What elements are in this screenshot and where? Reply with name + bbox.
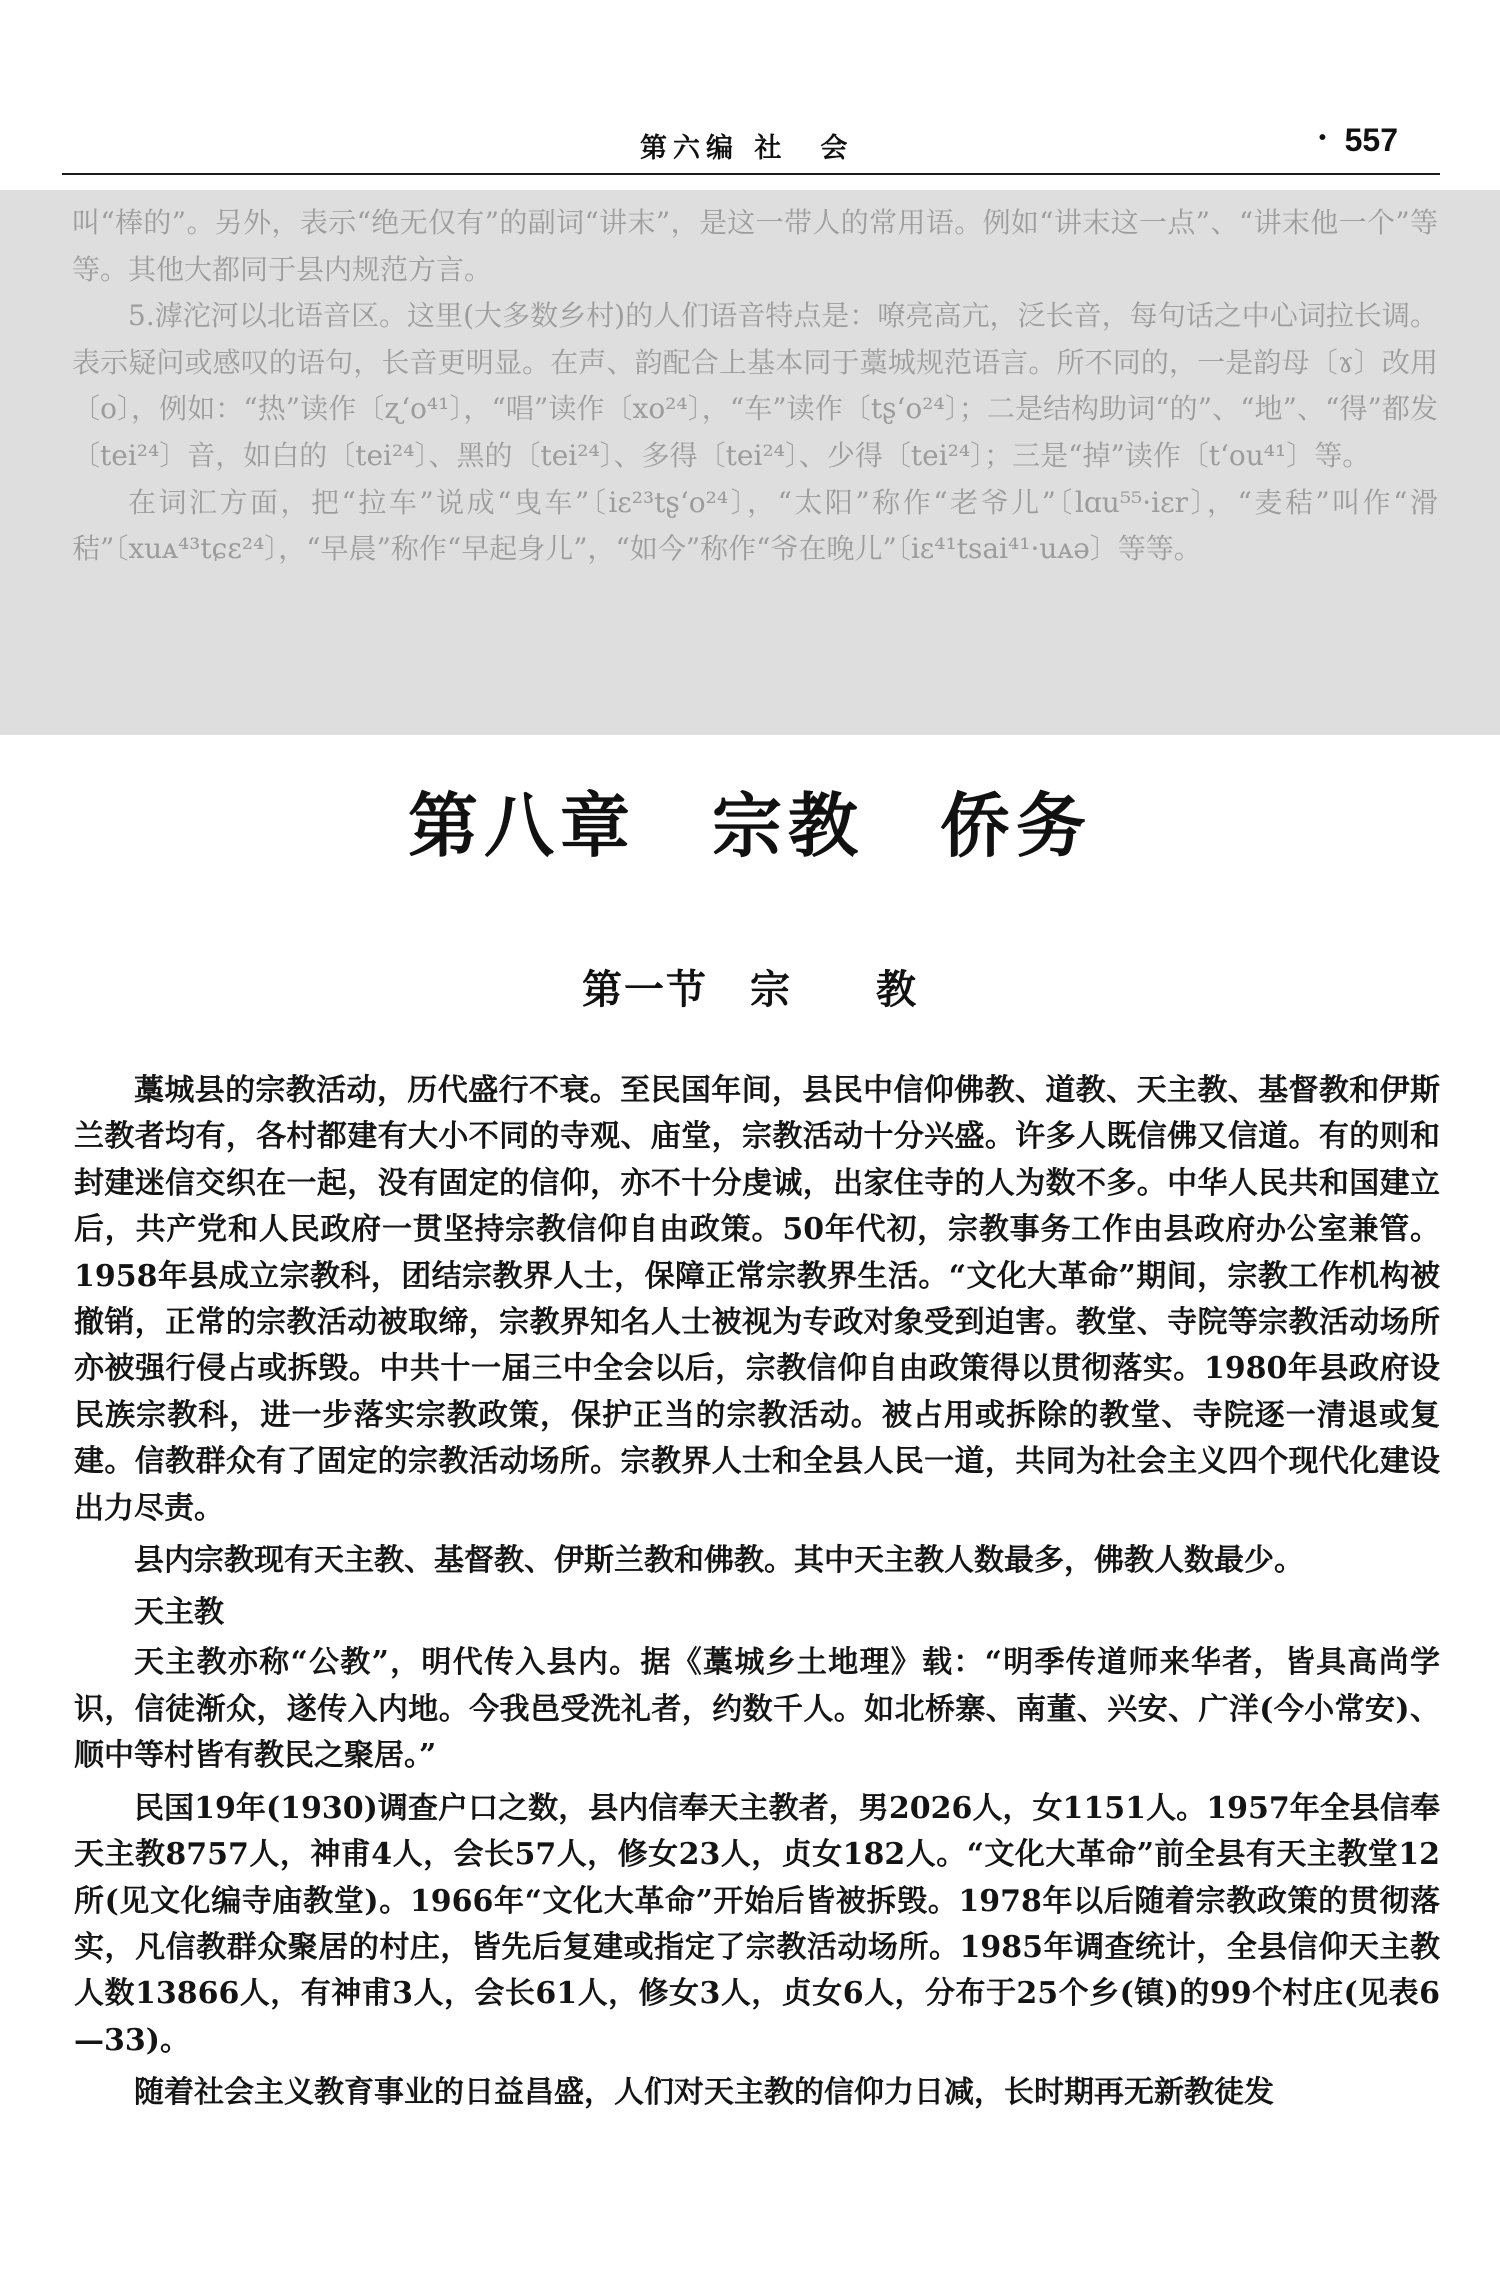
carryover-paragraph-3: 在词汇方面，把“拉车”说成“曳车”〔iɛ²³tʂ‘o²⁴〕，“太阳”称作“老爷儿”〔lɑu⁵⁵·iɛr〕，“麦秸”叫作“滑秸”〔xuᴀ⁴³tɕɛ²⁴〕，“早晨”称作“早起身儿”，“如今”称作“爷在晚儿”〔iɛ⁴¹tsai⁴¹·uᴀə〕等等。: [72, 485, 1438, 566]
body-paragraph-catholic-origin: 天主教亦称“公教”，明代传入县内。据《藁城乡土地理》载：“明季传道师来华者，皆具高尚学识，信徒渐众，遂传入内地。今我邑受洗礼者，约数千人。如北桥寨、南董、兴安、广洋(今小常安)、顺中等村皆有教民之聚居。”: [74, 1645, 1440, 1774]
page-header: [62, 118, 1440, 178]
body-paragraph-catholic-decline: 随着社会主义教育事业的日益昌盛，人们对天主教的信仰力日减，长时期再无新教徒发: [134, 2075, 1274, 2111]
carryover-text: [72, 200, 1438, 573]
carryover-paragraph-2: 5.滹沱河以北语音区。这里(大多数乡村)的人们语音特点是：嘹亮高亢，泛长音，每句话之中心词拉长调。表示疑问或感叹的语句，长音更明显。在声、韵配合上基本同于藁城规范语言。所不同的，一是韵母〔ɤ〕改用〔o〕，例如：“热”读作〔ʐ‘o⁴¹〕，“唱”读作〔xo²⁴〕，“车”读作〔tʂ‘o²⁴〕；二是结构助词“的”、“地”、“得”都发〔tei²⁴〕音，如白的〔tei²⁴〕、黑的〔tei²⁴〕、多得〔tei²⁴〕、少得〔tei²⁴〕；三是“掉”读作〔t‘ou⁴¹〕等。: [72, 299, 1438, 472]
body-paragraph-religions: 县内宗教现有天主教、基督教、伊斯兰教和佛教。其中天主教人数最多，佛教人数最少。: [134, 1543, 1304, 1579]
page-number: 557: [1344, 122, 1398, 158]
subheading-catholicism: 天主教: [134, 1595, 224, 1631]
section-title: 第一节 宗 教: [582, 967, 918, 1013]
carryover-paragraph-1: 叫“棒的”。另外，表示“绝无仅有”的副词“讲末”，是这一带人的常用语。例如“讲末这一点”、“讲末他一个”等等。其他大都同于县内规范方言。: [72, 206, 1438, 286]
body-paragraph-catholic-statistics: 民国19年(1930)调查户口之数，县内信奉天主教者，男2026人，女1151人。1957年全县信奉天主教8757人，神甫4人，会长57人，修女23人，贞女182人。“文化大革命”前全县有天主教堂12所(见文化编寺庙教堂)。1966年“文化大革命”开始后皆被拆毁。1978年以后随着宗教政策的贯彻落实，凡信教群众聚居的村庄，皆先后复建或指定了宗教活动场所。1985年调查统计，全县信仰天主教人数13866人，有神甫3人，会长61人，修女3人，贞女6人，分布于25个乡(镇)的99个村庄(见表6—33)。: [74, 1790, 1440, 2058]
body-paragraph-intro: 藁城县的宗教活动，历代盛行不衰。至民国年间，县民中信仰佛教、道教、天主教、基督教和伊斯兰教者均有，各村都建有大小不同的寺观、庙堂，宗教活动十分兴盛。许多人既信佛又信道。有的则和封建迷信交织在一起，没有固定的信仰，亦不十分虔诚，出家住寺的人为数不多。中华人民共和国建立后，共产党和人民政府一贯坚持宗教信仰自由政策。50年代初，宗教事务工作由县政府办公室兼管。1958年县成立宗教科，团结宗教界人士，保障正常宗教界生活。“文化大革命”期间，宗教工作机构被撤销，正常的宗教活动被取缔，宗教界知名人士被视为专政对象受到迫害。教堂、寺院等宗教活动场所亦被强行侵占或拆毁。中共十一届三中全会以后，宗教信仰自由政策得以贯彻落实。1980年县政府设民族宗教科，进一步落实宗教政策，保护正当的宗教活动。被占用或拆除的教堂、寺院逐一清退或复建。信教群众有了固定的宗教活动场所。宗教界人士和全县人民一道，共同为社会主义四个现代化建设出力尽责。: [74, 1073, 1440, 1526]
body-text: [74, 1068, 1440, 2123]
header-dot: ·: [1316, 118, 1328, 156]
chapter-title: 第八章 宗教 侨务: [408, 785, 1092, 867]
running-title: 第六编 社 会: [640, 133, 854, 164]
header-rule: [62, 173, 1440, 175]
